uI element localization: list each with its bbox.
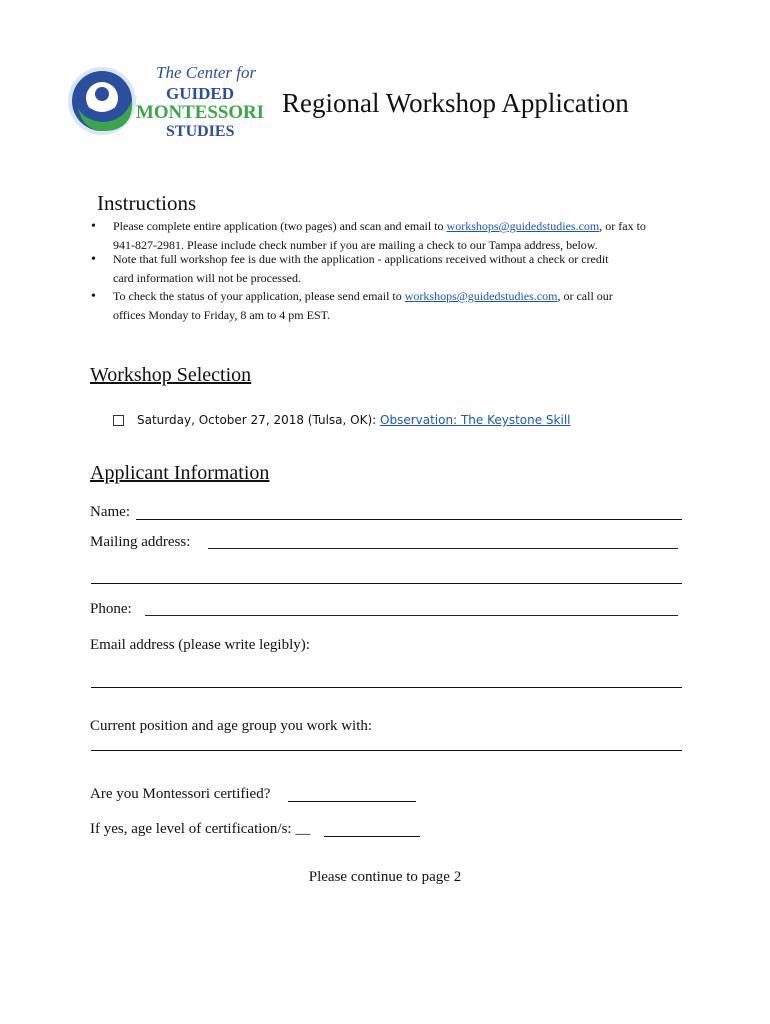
mailing-address-label: Mailing address: [90, 534, 191, 550]
applicant-information-heading: Applicant Information [90, 462, 270, 484]
name-label: Name: [90, 504, 130, 520]
workshop-checkbox[interactable] [113, 415, 124, 426]
certification-level-field[interactable] [324, 836, 420, 837]
instruction-text: 941-827-2981. Please include check number if you are mailing a check to our Tampa address, below. [113, 237, 598, 252]
bullet-icon: • [91, 252, 96, 267]
instruction-text: To check the status of your application, please send email to [113, 289, 405, 303]
instruction-text: , or fax to [599, 219, 646, 233]
montessori-certified-field[interactable] [288, 801, 416, 802]
current-position-label: Current position and age group you work with: [90, 718, 373, 734]
mailing-address-field[interactable] [208, 548, 678, 549]
bullet-icon: • [91, 289, 96, 304]
workshop-link[interactable]: Observation: The Keystone Skill [380, 413, 571, 427]
current-position-field[interactable] [91, 750, 682, 751]
continue-note: Please continue to page 2 [308, 869, 462, 885]
phone-field[interactable] [145, 615, 678, 616]
bullet-icon: • [91, 219, 96, 234]
montessori-certified-label: Are you Montessori certified? [90, 786, 271, 802]
workshop-option [137, 413, 571, 427]
workshop-option-label: Saturday, October 27, 2018 (Tulsa, OK): [137, 413, 381, 427]
email-address-field[interactable] [91, 687, 682, 688]
phone-label: Phone: [90, 601, 132, 617]
mailing-address-line2-field[interactable] [91, 583, 682, 584]
certification-level-label: If yes, age level of certification/s: __ [90, 821, 311, 837]
logo-text-line2: GUIDED [166, 84, 235, 103]
instructions-heading: Instructions [97, 191, 197, 215]
email-address-label: Email address (please write legibly): [90, 637, 310, 653]
workshop-selection-heading: Workshop Selection [90, 364, 252, 386]
instruction-text: , or call our [557, 289, 613, 303]
logo-text-line4: STUDIES [166, 123, 235, 140]
instruction-text: Please complete entire application (two pages) and scan and email to [113, 219, 447, 233]
name-field[interactable] [136, 519, 682, 520]
instruction-text: Note that full workshop fee is due with the application - applications received without a check or credit [113, 252, 609, 266]
logo-text-line1: The Center for [156, 63, 257, 82]
email-link[interactable]: workshops@guidedstudies.com [404, 289, 558, 303]
instruction-item [113, 217, 693, 254]
instruction-text: card information will not be processed. [113, 270, 301, 285]
instruction-text: offices Monday to Friday, 8 am to 4 pm EST. [113, 307, 331, 322]
instruction-item [113, 250, 693, 287]
instruction-item [113, 287, 693, 324]
email-link[interactable]: workshops@guidedstudies.com [446, 219, 600, 233]
page-title: Regional Workshop Application [282, 88, 629, 118]
logo-text-line3: MONTESSORI [136, 102, 264, 123]
center-for-guided-montessori-studies-logo [64, 56, 270, 146]
